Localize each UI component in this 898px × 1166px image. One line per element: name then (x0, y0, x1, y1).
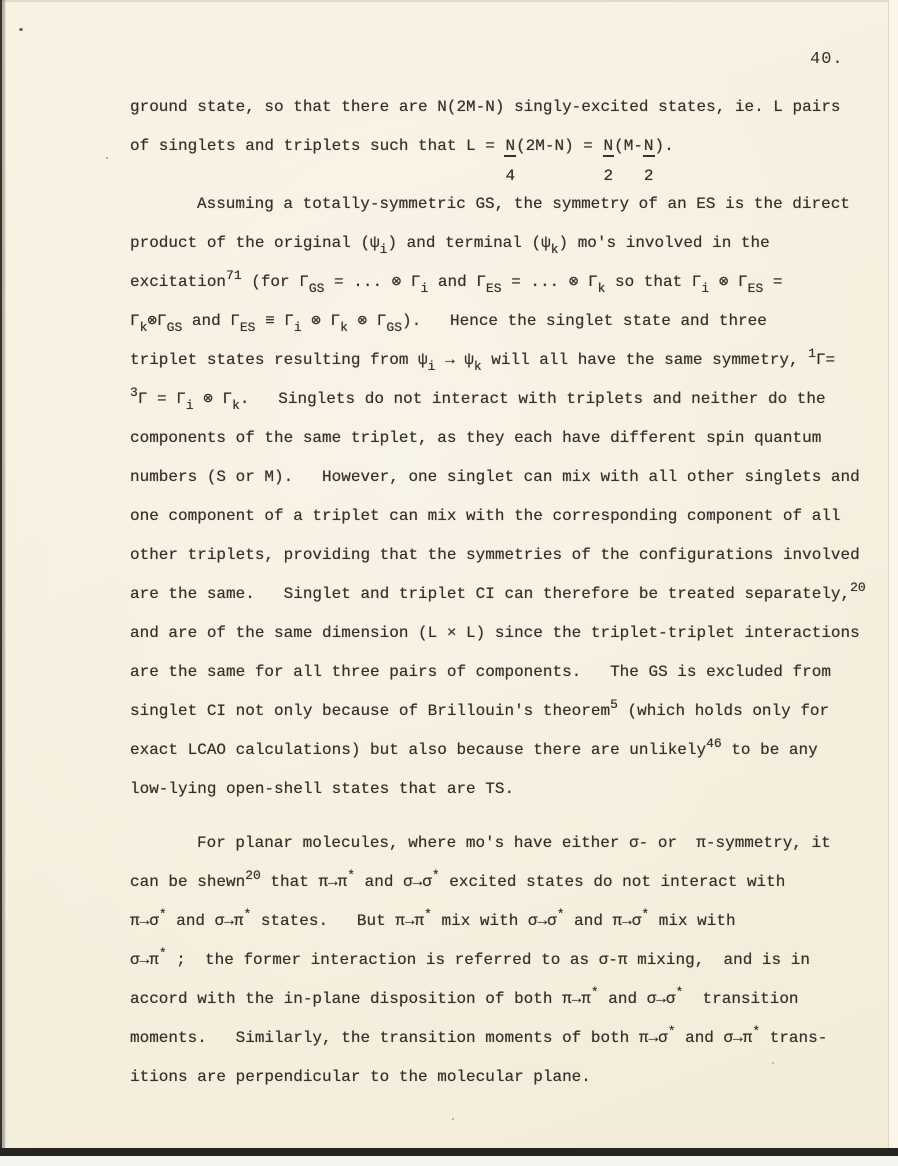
superscript: * (667, 1024, 676, 1039)
subscript: ES (485, 281, 502, 296)
superscript: 71 (226, 268, 242, 283)
typed-line: numbers (S or M). However, one singlet can mix with all other singlets and (130, 468, 860, 486)
typed-line: of singlets and triplets such that $L = \frac{N}{4}$ $(2M-N) = \frac{N}{2}$ ($M-\frac{N}{2}$ ). (130, 127, 870, 166)
typewriter-fraction: $\frac{N}{2}$ (603, 137, 614, 185)
typed-line: can be shewn$^{20}$ that π→π* and σ→σ* excited states do not interact with (130, 868, 786, 891)
subscript: ES (747, 281, 764, 296)
typed-line: $\Gamma_k\otimes\Gamma_{GS}$ and $\Gamma_{ES} \equiv \Gamma_i$ ⊗ $\Gamma_k$ ⊗ $\Gamma_{GS}$). Hence the singlet state and three (130, 312, 767, 335)
subscript: k (232, 398, 240, 413)
superscript: * (243, 907, 252, 922)
typed-line: itions are perpendicular to the molecular plane. (130, 1068, 591, 1086)
typed-line: $^3\Gamma = \Gamma_i$ ⊗ $\Gamma_k$. Singlets do not interact with triplets and neither do the (130, 385, 826, 413)
typed-line: singlet CI not only because of Brillouin's theorem$^5$ (which holds only for (130, 697, 830, 720)
superscript: * (158, 907, 167, 922)
typed-line: excitation$^{71}$ (for $\Gamma_{GS}$ = ... ⊗ $\Gamma_i$ and $\Gamma_{ES}$ = ... ⊗ $\Gamma_k$ so that $\Gamma_i$ ⊗ $\Gamma_{ES}$ = (130, 268, 783, 296)
typed-line: accord with the in-plane disposition of both π→π* and σ→σ* transition (130, 985, 799, 1008)
superscript: * (641, 907, 650, 922)
paragraph (130, 185, 870, 809)
subscript: k (139, 320, 148, 335)
superscript: * (675, 985, 684, 1000)
typed-line: exact LCAO calculations) but also because there are unlikely$^{46}$ to be any (130, 736, 818, 759)
typewriter-fraction: $\frac{N}{2}$ (643, 137, 654, 185)
superscript: * (424, 907, 432, 922)
subscript: i (185, 398, 194, 413)
typed-line: π→σ* and σ→π* states. But π→π* mix with σ→σ* and π→σ* mix with (130, 907, 736, 930)
superscript: 5 (610, 697, 618, 712)
subscript: i (427, 359, 436, 374)
subscript: GS (308, 281, 325, 296)
paragraph (130, 88, 870, 185)
subscript: GS (386, 320, 402, 335)
paper-speck (19, 28, 23, 31)
typed-line: are the same for all three pairs of components. The GS is excluded from (130, 663, 831, 681)
subscript: i (701, 281, 710, 296)
typed-line: σ→π* ; the former interaction is referred to as σ-π mixing, and is in (130, 946, 810, 969)
superscript: * (347, 868, 356, 883)
typed-line: one component of a triplet can mix with the corresponding component of all (130, 507, 841, 525)
superscript: 20 (245, 868, 261, 883)
subscript: i (293, 320, 302, 335)
page-number: 40. (810, 50, 844, 69)
paper-speck (106, 157, 108, 159)
typed-line: triplet states resulting from $\psi_i \to \psi_k$ will all have the same symmetry, $^1$Γ= (130, 346, 836, 374)
subscript: k (597, 281, 606, 296)
typed-line: components of the same triplet, as they each have different spin quantum (130, 429, 822, 447)
scan-edge-left (0, 0, 6, 1157)
superscript: * (752, 1024, 761, 1039)
superscript: * (590, 985, 599, 1000)
typed-line: Assuming a totally-symmetric GS, the symmetry of an ES is the direct (197, 195, 850, 213)
typed-line: For planar molecules, where mo's have either σ- or π-symmetry, it (197, 834, 831, 852)
scan-edge-bottom (0, 1148, 898, 1166)
typed-line: low-lying open-shell states that are TS. (130, 780, 515, 798)
superscript: * (556, 907, 565, 922)
paragraph (130, 824, 870, 1097)
typed-line: and are of the same dimension (L × L) since the triplet-triplet interactions (130, 624, 860, 642)
typed-line: moments. Similarly, the transition moments of both π→σ* and σ→π* trans- (130, 1024, 828, 1047)
typed-line: product of the original $(\psi_i)$ and terminal $(\psi_k)$ mo's involved in the (130, 234, 770, 257)
paper-speck (452, 1118, 454, 1120)
scan-edge-top (0, 0, 898, 2)
subscript: ES (239, 320, 256, 335)
typewriter-fraction: $\frac{N}{4}$ (505, 137, 516, 185)
superscript: 46 (706, 736, 722, 751)
subscript: GS (166, 320, 183, 335)
scan-edge-right (888, 0, 898, 1157)
subscript: k (340, 320, 348, 335)
superscript: 3 (130, 385, 138, 400)
page-body (130, 88, 870, 1097)
subscript: i (420, 281, 429, 296)
subscript: k (550, 242, 559, 257)
superscript: * (158, 946, 167, 961)
superscript: 1 (808, 346, 816, 361)
superscript: * (431, 868, 440, 883)
superscript: 20 (850, 580, 866, 595)
typed-line: other triplets, providing that the symmetries of the configurations involved (130, 546, 860, 564)
subscript: i (379, 242, 388, 257)
typed-line: ground state, so that there are N(2M-N) singly-excited states, ie. L pairs (130, 98, 841, 116)
subscript: k (473, 359, 482, 374)
typed-line: are the same. Singlet and triplet CI can therefore be treated separately,$^{20}$ (130, 580, 866, 603)
